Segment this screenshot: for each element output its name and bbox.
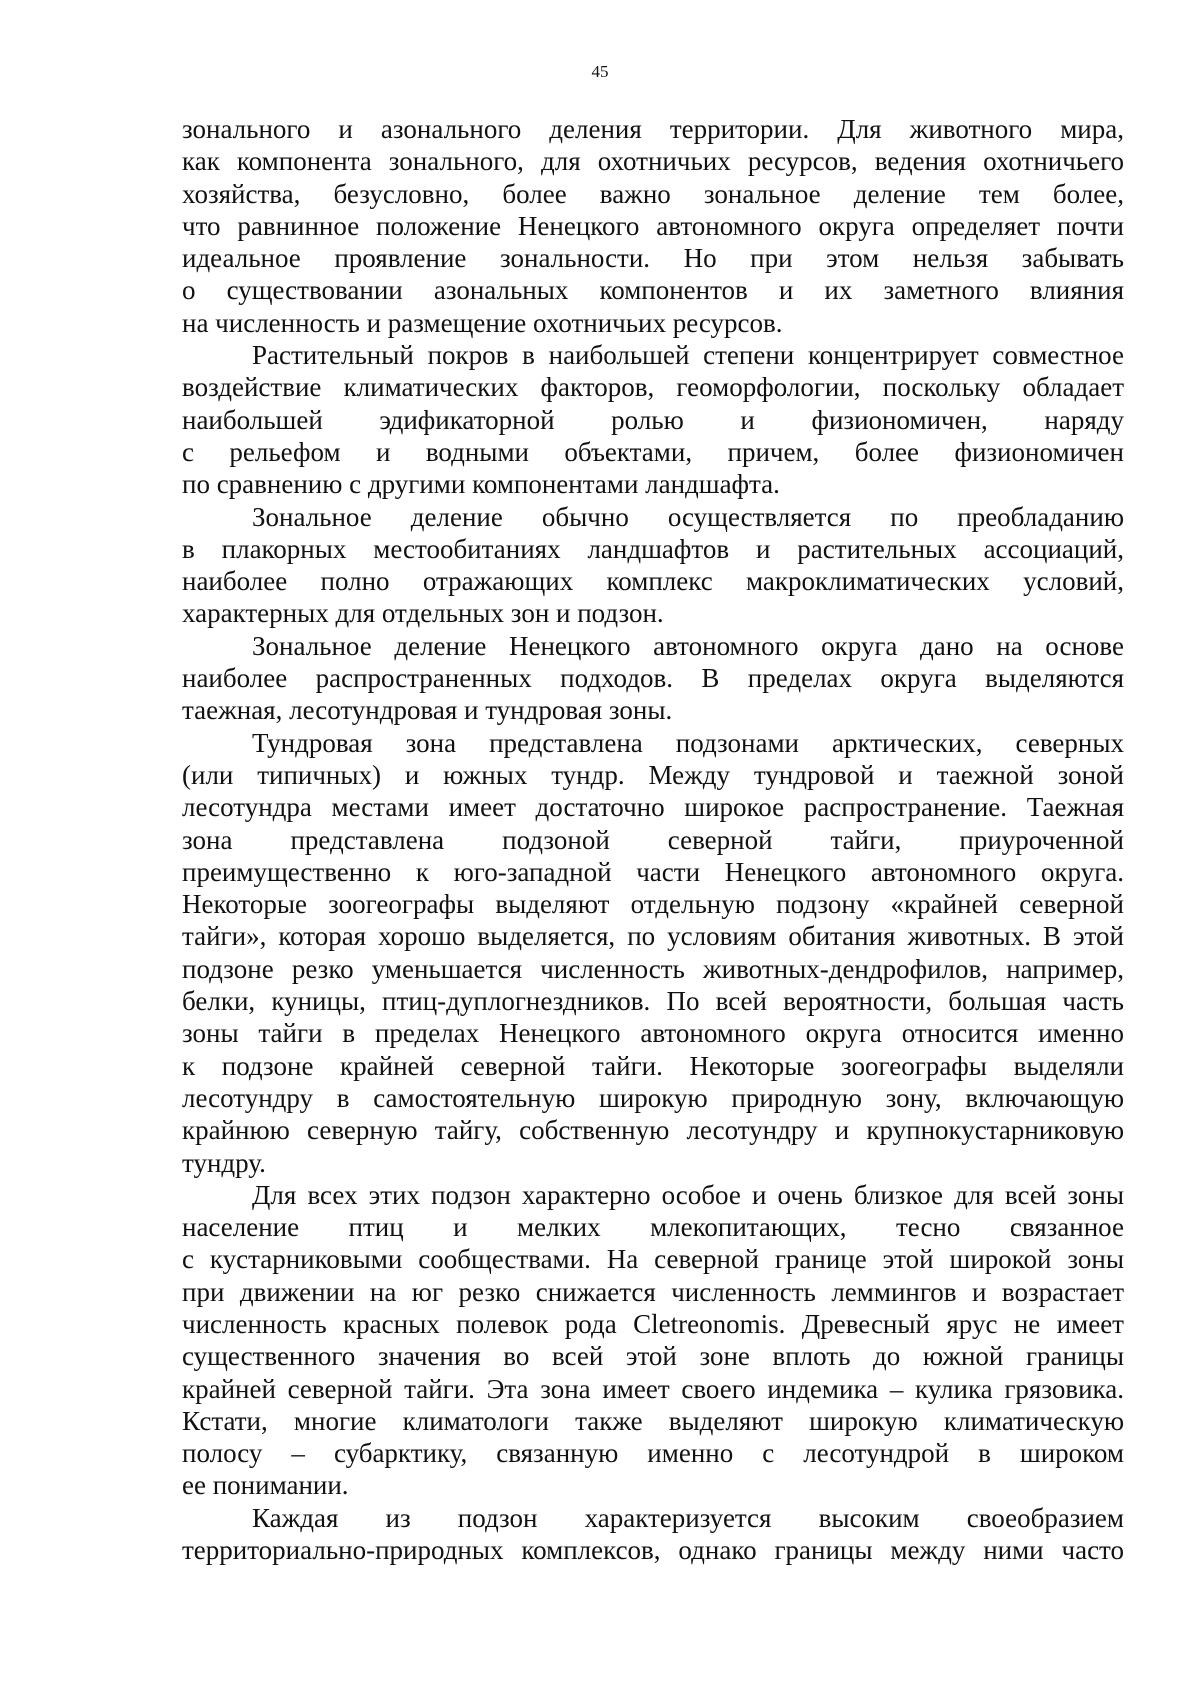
paragraph [182, 727, 1124, 1179]
paragraph [182, 1502, 1124, 1567]
text-line: хозяйства, безусловно, более важно зональное деление тем более, [182, 178, 1124, 209]
page-number: 45 [591, 62, 609, 81]
text-line: наибольшей эдификаторной ролью и физиономичен, наряду [182, 404, 1124, 435]
text-line: лесотундра местами имеет достаточно широкое распространение. Таежная [182, 792, 1124, 823]
text-line: с рельефом и водными объектами, причем, более физиономичен [182, 436, 1124, 467]
text-line: при движении на юг резко снижается численность леммингов и возрастает [182, 1276, 1124, 1307]
text-line: Зональное деление Ненецкого автономного округа дано на основе [252, 630, 1124, 661]
text-line: полосу – субарктику, связанную именно с лесотундрой в широком [182, 1438, 1124, 1469]
text-line: зонального и азонального деления территории. Для животного мира, [182, 114, 1124, 144]
body-text [182, 113, 1124, 1566]
text-line: подзоне резко уменьшается численность животных-дендрофилов, например, [182, 953, 1124, 984]
text-line: зоны тайги в пределах Ненецкого автономного округа относится именно [182, 1018, 1124, 1049]
text-line: зона представлена подзоной северной тайги, приуроченной [182, 824, 1124, 855]
text-line: с кустарниковыми сообществами. На северной границе этой широкой зоны [182, 1244, 1124, 1275]
text-line: Зональное деление обычно осуществляется по преобладанию [252, 501, 1124, 532]
paragraph [182, 113, 1124, 339]
text-line: что равнинное положение Ненецкого автономного округа определяет почти [182, 210, 1124, 241]
text-line: население птиц и мелких млекопитающих, тесно связанное [182, 1212, 1124, 1243]
text-line: ее понимании. [182, 1470, 349, 1501]
paragraph [182, 501, 1124, 630]
text-line: Растительный покров в наибольшей степени концентрирует совместное [252, 340, 1124, 371]
text-line: наиболее распространенных подходов. В пределах округа выделяются [182, 663, 1124, 694]
text-line: белки, куницы, птиц-дуплогнездников. По всей вероятности, большая часть [182, 986, 1124, 1017]
text-line: в плакорных местообитаниях ландшафтов и растительных ассоциаций, [182, 533, 1124, 564]
text-line: характерных для отдельных зон и подзон. [182, 598, 664, 629]
text-line: преимущественно к юго-западной части Ненецкого автономного округа. [182, 856, 1124, 887]
text-line: на численность и размещение охотничьих ресурсов. [182, 307, 783, 338]
text-line: как компонента зонального, для охотничьих ресурсов, ведения охотничьего [182, 146, 1124, 177]
text-line: существенного значения во всей этой зоне вплоть до южной границы [182, 1341, 1124, 1372]
text-line: Некоторые зоогеографы выделяют отдельную подзону «крайней северной [182, 889, 1124, 920]
text-line: Для всех этих подзон характерно особое и очень близкое для всей зоны [252, 1179, 1124, 1210]
text-line: Каждая из подзон характеризуется высоким своеобразием [252, 1502, 1124, 1533]
text-line: Кстати, многие климатологи также выделяют широкую климатическую [182, 1405, 1124, 1436]
text-line: лесотундру в самостоятельную широкую природную зону, включающую [182, 1082, 1124, 1113]
text-line: численность красных полевок рода Cletreonomis. Древесный ярус не имеет [182, 1308, 1124, 1339]
text-line: Тундровая зона представлена подзонами арктических, северных [252, 727, 1124, 758]
paragraph [182, 630, 1124, 727]
text-line: по сравнению с другими компонентами ландшафта. [182, 469, 780, 500]
text-line: крайней северной тайги. Эта зона имеет своего индемика – кулика грязовика. [182, 1373, 1124, 1404]
text-line: (или типичных) и южных тундр. Между тундровой и таежной зоной [182, 759, 1124, 790]
text-line: тундру. [182, 1147, 266, 1178]
text-line: наиболее полно отражающих комплекс макроклиматических условий, [182, 566, 1124, 597]
paragraph [182, 339, 1124, 500]
paragraph [182, 1179, 1124, 1502]
text-line: о существовании азональных компонентов и их заметного влияния [182, 275, 1124, 306]
text-line: воздействие климатических факторов, геоморфологии, поскольку обладает [182, 372, 1124, 403]
text-line: крайнюю северную тайгу, собственную лесотундру и крупнокустарниковую [182, 1115, 1124, 1146]
text-line: идеальное проявление зональности. Но при этом нельзя забывать [182, 243, 1124, 274]
text-line: таежная, лесотундровая и тундровая зоны. [182, 695, 673, 726]
text-line: к подзоне крайней северной тайги. Некоторые зоогеографы выделяли [182, 1050, 1124, 1081]
text-line: тайги», которая хорошо выделяется, по условиям обитания животных. В этой [182, 921, 1124, 952]
text-line: территориально-природных комплексов, однако границы между ними часто [182, 1535, 1124, 1566]
